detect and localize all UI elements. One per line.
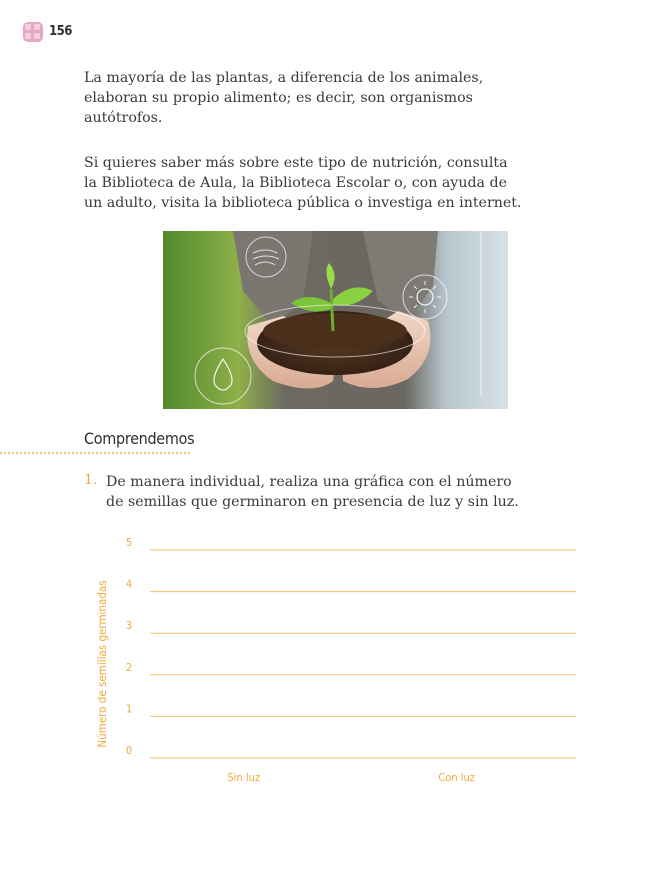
x-category-label: Sin luz [227, 771, 261, 784]
y-tick-label: 5 [125, 536, 133, 549]
y-tick-label: 0 [125, 744, 133, 757]
activity-text: De manera individual, realiza una gráfica con el número de semillas que germinaron en presencia de luz y sin luz. [106, 474, 519, 510]
x-category-label: Con luz [438, 771, 476, 784]
paragraph-library: Si quieres saber más sobre este tipo de nutrición, consulta la Biblioteca de Aula, la Biblioteca Escolar o, con ayuda de un adulto, visita la biblioteca pública o investiga en internet. [84, 155, 522, 211]
activity-number: 1. [84, 472, 98, 488]
y-tick-label: 1 [125, 702, 133, 716]
y-tick-label: 2 [125, 660, 133, 674]
paragraph-autotrophs: La mayoría de las plantas, a diferencia de los animales, elaboran su propio alimento; es decir, son organismos autótrofos. [84, 70, 484, 126]
y-axis-label: Número de semillas germinadas [95, 580, 109, 748]
section-title: Comprendemos [84, 429, 195, 448]
page-number: 156 [49, 24, 72, 39]
y-tick-label: 4 [125, 577, 133, 591]
y-tick-label: 3 [125, 619, 133, 633]
